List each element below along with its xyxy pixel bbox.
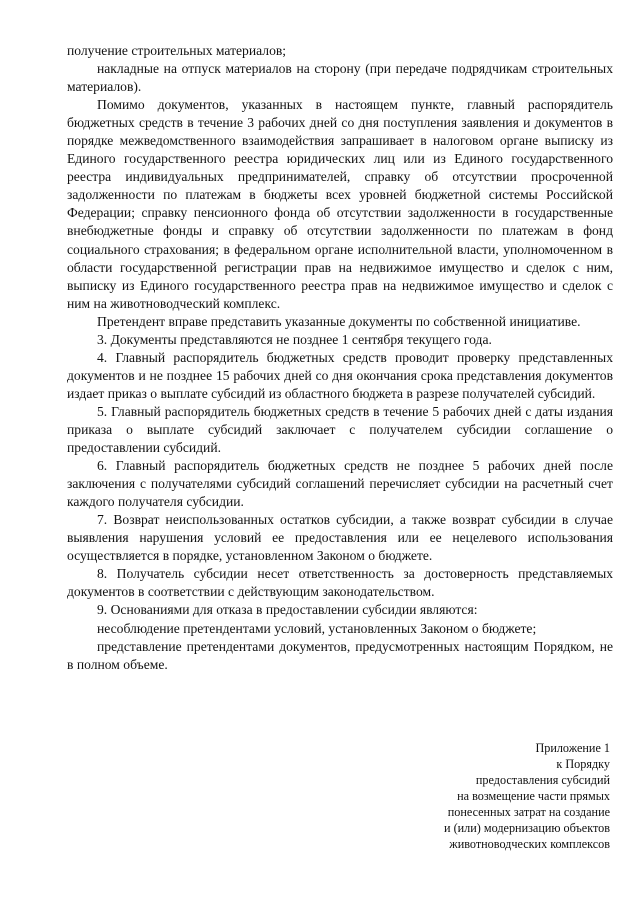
appendix-line: предоставления субсидий bbox=[475, 773, 610, 787]
paragraph: 6. Главный распорядитель бюджетных средств не позднее 5 рабочих дней после заключения с получателями субсидий соглашений перечисляет субсидии на расчетный счет каждого получателя субсидии. bbox=[67, 458, 613, 510]
paragraph: накладные на отпуск материалов на сторону (при передаче подрядчикам строительных материалов). bbox=[67, 61, 613, 95]
appendix-line: к Порядку bbox=[556, 757, 610, 771]
appendix-line: и (или) модернизацию объектов bbox=[444, 821, 610, 835]
paragraph: 9. Основаниями для отказа в предоставлении субсидии являются: bbox=[97, 602, 478, 618]
paragraph: 3. Документы представляются не позднее 1 сентября текущего года. bbox=[97, 331, 492, 347]
paragraph: несоблюдение претендентами условий, установленных Законом о бюджете; bbox=[97, 620, 537, 636]
paragraph: Помимо документов, указанных в настоящем пункте, главный распорядитель бюджетных средств в течение 3 рабочих дней со дня поступления заявления и документов в порядке межведомственного взаимодействия запрашивает в налоговом органе выписку из Единого государственного реестра юридических лиц или из Единого государственного реестра индивидуальных предпринимателей, справку об отсутствии просроченной задолженности по платежам в бюджеты всех уровней бюджетной системы Российской Федерации; справку пенсионного фонда об отсутствии задолженности в государственные внебюджетные фонды и справку об отсутствии задолженности по платежам в фонд социального страхования; в федеральном органе исполнительной власти, уполномоченном в области государственной регистрации прав на недвижимое имущество и сделок с ним, выписку из Единого государственного реестра прав на недвижимое имущество и сделок с ним на животноводческий комплекс. bbox=[67, 97, 613, 311]
appendix-line: животноводческих комплексов bbox=[449, 837, 610, 851]
body-text bbox=[67, 42, 613, 674]
paragraph: 8. Получатель субсидии несет ответственность за достоверность представляемых документов в соответствии с действующим законодательством. bbox=[67, 566, 613, 600]
paragraph: 7. Возврат неиспользованных остатков субсидии, а также возврат субсидии в случае выявления нарушения условий ее предоставления или ее нецелевого использования осуществляется в порядке, установленном Законом о бюджете. bbox=[67, 512, 613, 564]
paragraph: 4. Главный распорядитель бюджетных средств проводит проверку представленных документов и не позднее 15 рабочих дней со дня окончания срока представления документов издает приказ о выплате субсидий из областного бюджета в разрезе получателей субсидий. bbox=[67, 349, 613, 401]
appendix-line: на возмещение части прямых bbox=[457, 789, 610, 803]
appendix-heading bbox=[310, 740, 610, 852]
paragraph: получение строительных материалов; bbox=[67, 43, 287, 58]
paragraph: Претендент вправе представить указанные документы по собственной инициативе. bbox=[97, 313, 581, 329]
paragraph: представление претендентами документов, предусмотренных настоящим Порядком, не в полном объеме. bbox=[67, 638, 613, 672]
appendix-line: понесенных затрат на создание bbox=[447, 805, 610, 819]
paragraph: 5. Главный распорядитель бюджетных средств в течение 5 рабочих дней с даты издания приказа о выплате субсидий заключает с получателем субсидии соглашение о предоставлении субсидий. bbox=[67, 403, 613, 456]
appendix-line: Приложение 1 bbox=[535, 741, 610, 755]
